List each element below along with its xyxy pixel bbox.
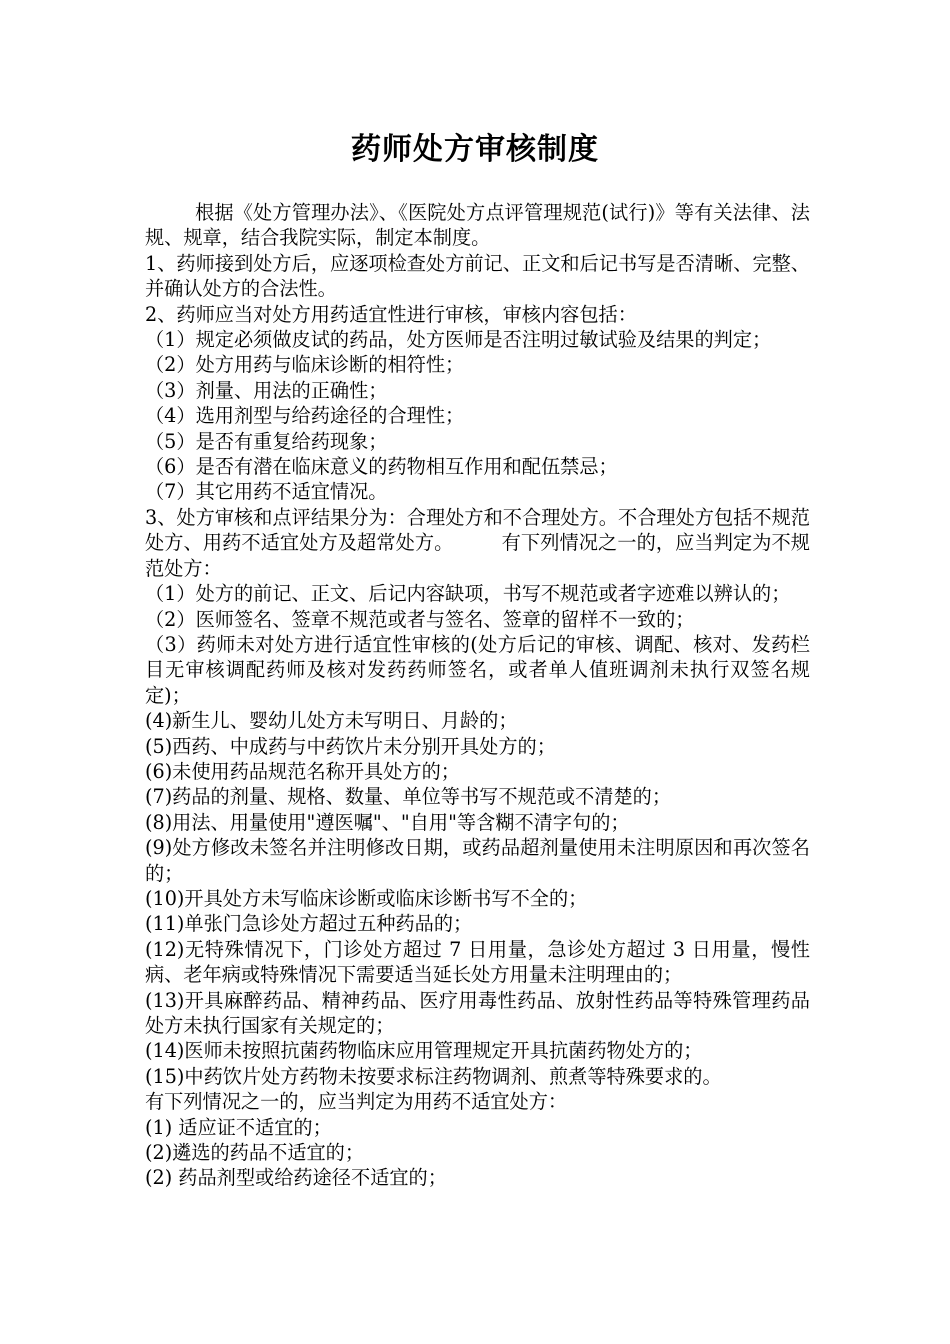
clause-2-item: （7）其它用药不适宜情况。 [145,480,388,504]
clause-2: 2、药师应当对处方用药适宜性进行审核，审核内容包括： [145,302,637,326]
clause-3-item: (4)新生儿、婴幼儿处方未写明日、月龄的； [145,709,518,733]
clause-1: 1、药师接到处方后，应逐项检查处方前记、正文和后记书写是否清晰、完整、并确认处方的合法性。 [145,251,810,301]
clause-2-item: （3）剂量、用法的正确性； [145,378,388,402]
clause-2-item: （2）处方用药与临床诊断的相符性； [145,353,465,377]
clause-3-item: (13)开具麻醉药品、精神药品、医疗用毒性药品、放射性药品等特殊管理药品处方未执行国家有关规定的； [145,988,810,1037]
clause-3-item: （1）处方的前记、正文、后记内容缺项，书写不规范或者字迹难以辨认的； [145,582,791,606]
clause-3-item: (7)药品的剂量、规格、数量、单位等书写不规范或不清楚的； [145,785,672,809]
unsuitable-item: (2) 药品剂型或给药途径不适宜的； [145,1166,447,1190]
document-body [145,200,810,1191]
clause-3-item: (15)中药饮片处方药物未按要求标注药物调剂、煎煮等特殊要求的。 [145,1064,722,1088]
unsuitable-heading: 有下列情况之一的，应当判定为用药不适宜处方： [145,1090,568,1114]
clause-3: 3、处方审核和点评结果分为：合理处方和不合理处方。不合理处方包括不规范处方、用药不适宜处方及超常处方。 有下列情况之一的，应当判定为不规范处方： [145,505,810,580]
clause-2-item: （1）规定必须做皮试的药品，处方医师是否注明过敏试验及结果的判定； [145,328,772,352]
intro-paragraph: 根据《处方管理办法》、《医院处方点评管理规范(试行)》等有关法律、法规、规章，结合我院实际，制定本制度。 [145,201,810,250]
clause-3-item: (14)医师未按照抗菌药物临床应用管理规定开具抗菌药物处方的； [145,1039,703,1063]
unsuitable-item: (2)遴选的药品不适宜的； [145,1141,365,1165]
clause-3-item: （3）药师未对处方进行适宜性审核的(处方后记的审核、调配、核对、发药栏目无审核调配药师及核对发药药师签名，或者单人值班调剂未执行双签名规定)； [145,632,810,707]
clause-2-item: （6）是否有潜在临床意义的药物相互作用和配伍禁忌； [145,455,618,479]
clause-3-item: (8)用法、用量使用"遵医嘱"、"自用"等含糊不清字句的； [145,810,630,834]
clause-3-item: （2）医师签名、签章不规范或者与签名、签章的留样不一致的； [145,607,695,631]
clause-3-item: (5)西药、中成药与中药饮片未分别开具处方的； [145,734,556,758]
clause-2-item: （4）选用剂型与给药途径的合理性； [145,404,465,428]
clause-2-item: （5）是否有重复给药现象； [145,429,388,453]
clause-3-item: (11)单张门急诊处方超过五种药品的； [145,912,473,936]
clause-3-item: (6)未使用药品规范名称开具处方的； [145,759,460,783]
clause-3-item: (10)开具处方未写临床诊断或临床诊断书写不全的； [145,886,588,910]
document-title: 药师处方审核制度 [351,132,599,167]
clause-3-item: (12)无特殊情况下，门诊处方超过 7 日用量，急诊处方超过 3 日用量，慢性病、老年病或特殊情况下需要适当延长处方用量未注明理由的； [145,937,810,987]
clause-3-item: (9)处方修改未签名并注明修改日期，或药品超剂量使用未注明原因和再次签名的； [145,836,810,885]
unsuitable-item: (1) 适应证不适宜的； [145,1115,332,1139]
